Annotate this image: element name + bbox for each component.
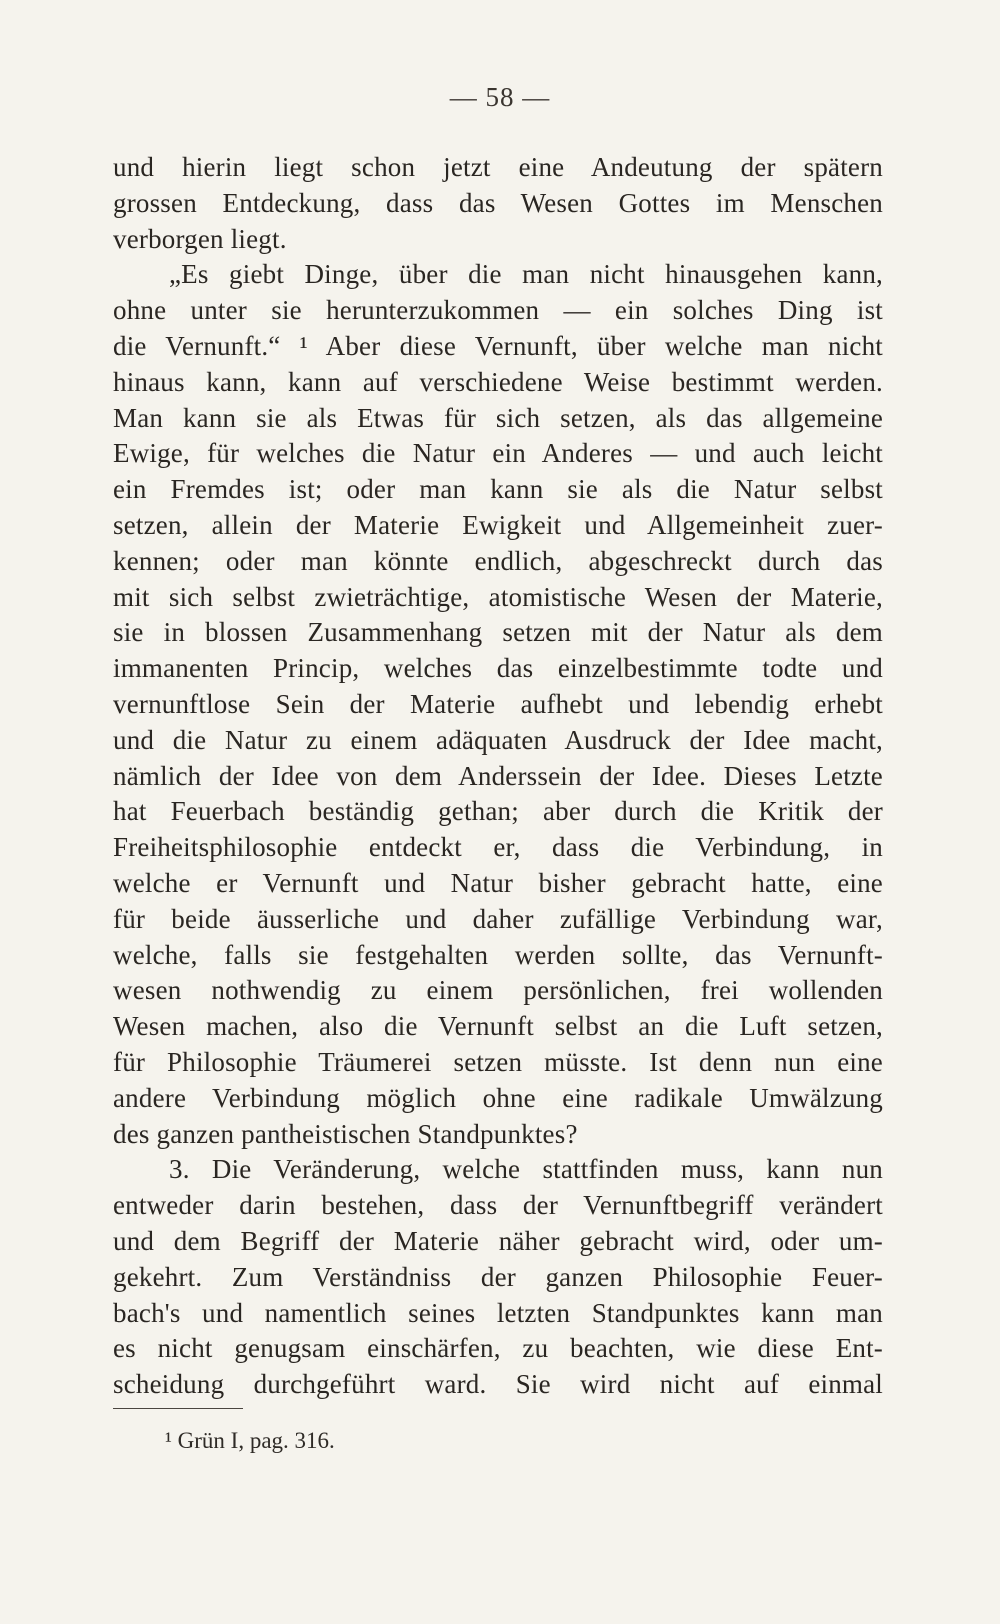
text-line: andere Verbindung möglich ohne eine radikale Umwälzung	[113, 1082, 883, 1113]
text-line: für beide äusserliche und daher zufällige Verbindung war,	[113, 903, 883, 934]
text-line: nämlich der Idee von dem Anderssein der Idee. Dieses Letzte	[113, 760, 883, 791]
text-line: Man kann sie als Etwas für sich setzen, als das allgemeine	[113, 402, 883, 433]
text-line: hat Feuerbach beständig gethan; aber durch die Kritik der	[113, 796, 883, 827]
text-line: und die Natur zu einem adäquaten Ausdruck der Idee macht,	[113, 724, 883, 755]
text-line: grossen Entdeckung, dass das Wesen Gottes im Menschen	[113, 187, 883, 218]
text-line: „Es giebt Dinge, über die man nicht hinausgehen kann,	[169, 259, 883, 290]
text-line: ein Fremdes ist; oder man kann sie als die Natur selbst	[113, 474, 883, 505]
text-line: welche er Vernunft und Natur bisher gebracht hatte, eine	[113, 867, 883, 898]
body-text	[113, 150, 883, 1403]
text-line: welche, falls sie festgehalten werden sollte, das Vernunft-	[113, 939, 883, 970]
page-number: — 58 —	[449, 82, 551, 112]
text-line: scheidung durchgeführt ward. Sie wird nicht auf einmal	[113, 1369, 883, 1400]
footnote-divider	[113, 1408, 243, 1409]
text-line: immanenten Princip, welches das einzelbestimmte todte und	[113, 653, 883, 684]
text-line: und hierin liegt schon jetzt eine Andeutung der spätern	[113, 152, 883, 182]
text-line: hinaus kann, kann auf verschiedene Weise bestimmt werden.	[113, 366, 883, 397]
text-line: des ganzen pantheistischen Standpunktes?	[113, 1118, 578, 1149]
text-line: ohne unter sie herunterzukommen — ein solches Ding ist	[113, 295, 883, 326]
text-line: vernunftlose Sein der Materie aufhebt und lebendig erhebt	[113, 688, 883, 719]
text-line: sie in blossen Zusammenhang setzen mit der Natur als dem	[113, 617, 883, 648]
text-line: mit sich selbst zwieträchtige, atomistische Wesen der Materie,	[113, 581, 883, 612]
text-line: wesen nothwendig zu einem persönlichen, frei wollenden	[113, 975, 883, 1006]
text-line: bach's und namentlich seines letzten Standpunktes kann man	[113, 1297, 883, 1328]
text-line: es nicht genugsam einschärfen, zu beachten, wie diese Ent-	[113, 1333, 883, 1364]
text-line: Wesen machen, also die Vernunft selbst an die Luft setzen,	[113, 1011, 883, 1042]
text-line: Freiheitsphilosophie entdeckt er, dass die Verbindung, in	[113, 832, 883, 863]
text-line: Ewige, für welches die Natur ein Anderes — und auch leicht	[113, 438, 883, 469]
text-line: kennen; oder man könnte endlich, abgeschreckt durch das	[113, 545, 883, 576]
text-line: entweder darin bestehen, dass der Vernunftbegriff verändert	[113, 1190, 883, 1221]
footnote: ¹ Grün I, pag. 316.	[165, 1428, 335, 1453]
text-line: 3. Die Veränderung, welche stattfinden muss, kann nun	[169, 1154, 883, 1185]
text-line: die Vernunft.“ ¹ Aber diese Vernunft, über welche man nicht	[113, 330, 883, 361]
text-line: verborgen liegt.	[113, 223, 287, 254]
text-line: für Philosophie Träumerei setzen müsste. Ist denn nun eine	[113, 1046, 883, 1077]
text-line: gekehrt. Zum Verständniss der ganzen Philosophie Feuer-	[113, 1261, 883, 1292]
text-line: und dem Begriff der Materie näher gebracht wird, oder um-	[113, 1225, 883, 1256]
text-line: setzen, allein der Materie Ewigkeit und Allgemeinheit zuer-	[113, 509, 883, 540]
